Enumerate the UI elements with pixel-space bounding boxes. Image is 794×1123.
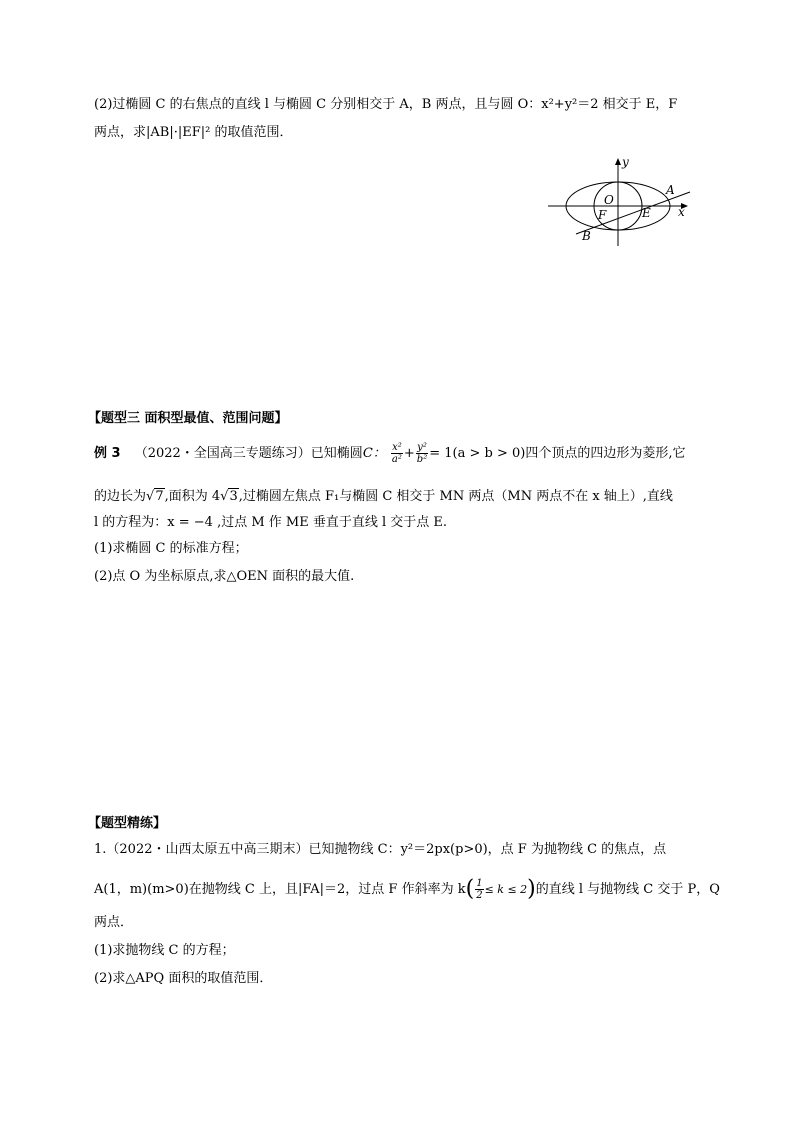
example3-line2 [94, 488, 673, 506]
practice-line2: A(1，m)(m>0)在抛物线 C 上，且|FA|＝2，过点 F 作斜率为 k( $\frac{1}{2}$ ≤ k ≤ 2)的直线 l 与抛物线 C 交于 P，Q [94, 876, 720, 902]
label-x: x [678, 205, 685, 219]
practice-question2: (2)求△APQ 面积的取值范围． [94, 971, 273, 986]
label-y: y [622, 155, 629, 169]
practice-line3: 两点． [94, 915, 134, 930]
section-title-area: 【题型三 面积型最值、范围问题】 [88, 411, 288, 426]
example3-line1 [94, 442, 685, 465]
problem-part2-line2: 两点，求|AB|·|EF|² 的取值范围． [94, 125, 293, 140]
practice-line1: 1.（2022・山西太原五中高三期末）已知抛物线 C：y²＝2px(p>0)，点 F 为抛物线 C 的焦点，点 [94, 842, 667, 857]
example3-question1: (1)求椭圆 C 的标准方程； [94, 541, 248, 556]
ellipse-condition: = 1(a > b > 0) [429, 446, 526, 461]
label-e: E [642, 206, 651, 220]
example3-question2: (2)点 O 为坐标原点,求△OEN 面积的最大值. [94, 569, 355, 584]
label-o: O [604, 193, 614, 207]
example3-tail: 四个顶点的四边形为菱形,它 [525, 446, 686, 461]
plus-sign: + [403, 446, 415, 461]
fraction-y: $\frac{\text{y²}}{\text{b²}}$ [416, 442, 428, 465]
label-a: A [666, 183, 675, 197]
ellipse-name: C： [362, 446, 386, 461]
label-f: F [598, 208, 607, 222]
focus-text: ,过椭圆左焦点 F₁与椭圆 C 相交于 MN 两点（MN 两点不在 x 轴上）,直线 [238, 489, 673, 504]
practice-question1: (1)求抛物线 C 的方程； [94, 943, 235, 958]
ellipse-circle-figure [540, 152, 700, 252]
sqrt-7: √7 [146, 489, 164, 504]
side-length-text: 的边长为 [94, 489, 147, 504]
example-source: （2022・全国高三专题练习）已知椭圆 [134, 446, 363, 461]
sqrt-3: √3 [220, 489, 238, 504]
fraction-half: $\frac{1}{2}$ [476, 878, 483, 901]
label-b: B [582, 229, 591, 243]
practice-condition: A(1，m)(m>0)在抛物线 C 上，且|FA|＝2，过点 F 作斜率为 k [94, 882, 466, 897]
area-text: ,面积为 4 [164, 489, 221, 504]
example-label: 例 3 [94, 446, 121, 461]
problem-part2-line1: (2)过椭圆 C 的右焦点的直线 l 与椭圆 C 分别相交于 A，B 两点，且与圆 O：x²+y²＝2 相交于 E，F [94, 97, 678, 112]
practice-line-text: 的直线 l 与抛物线 C 交于 P，Q [535, 882, 720, 897]
fraction-x: $\frac{\text{x²}}{\text{a²}}$ [391, 442, 402, 465]
example3-line3: l 的方程为：x = −4 ,过点 M 作 ME 垂直于直线 l 交于点 E. [94, 515, 448, 530]
slope-range: ≤ k ≤ 2 [484, 883, 528, 896]
section-title-practice: 【题型精练】 [88, 816, 167, 831]
